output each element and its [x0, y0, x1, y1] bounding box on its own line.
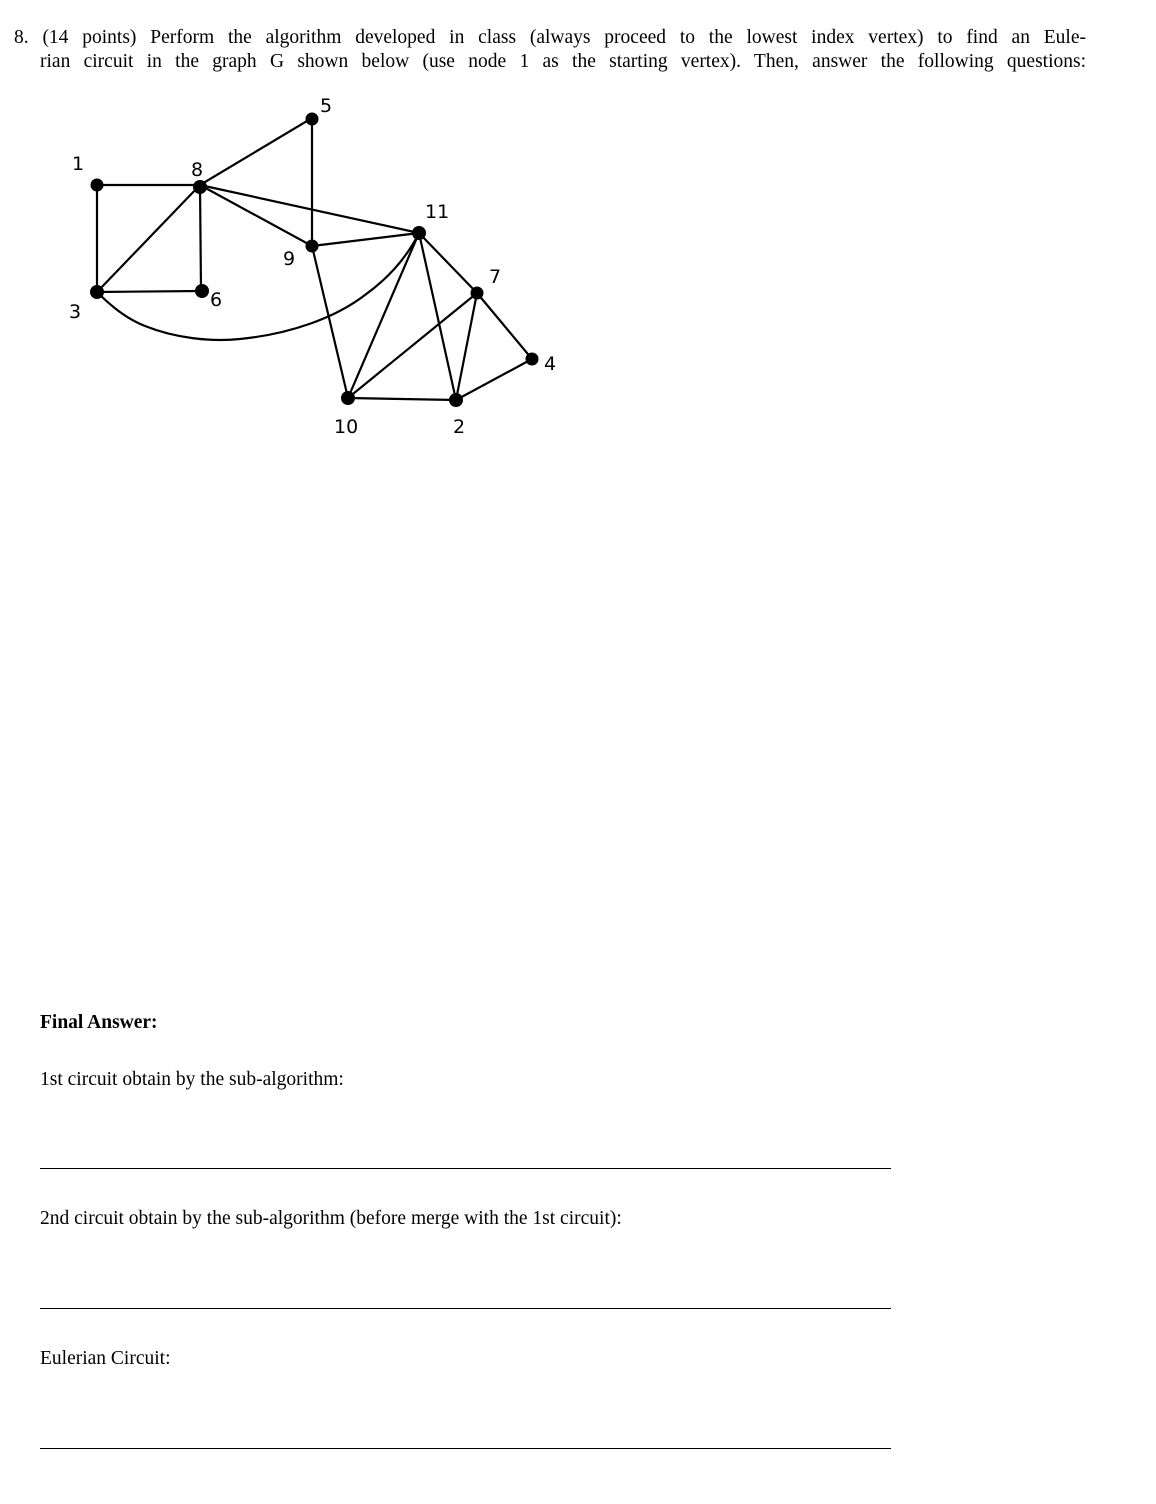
vertex-1 — [91, 179, 104, 192]
vertex-label-6: 6 — [210, 289, 223, 311]
edge-11-2 — [419, 233, 456, 400]
question-eulerian-circuit: Eulerian Circuit: — [40, 1348, 171, 1369]
vertex-label-3: 3 — [69, 301, 82, 323]
edge-8-9 — [200, 185, 312, 246]
vertex-label-9: 9 — [283, 248, 296, 270]
vertex-5 — [306, 113, 319, 126]
edge-6-8 — [200, 185, 201, 291]
edge-3-8 — [97, 185, 200, 292]
vertex-4 — [526, 353, 539, 366]
vertex-9 — [306, 240, 319, 253]
edge-7-4 — [477, 293, 532, 359]
problem-line-2: rian circuit in the graph G shown below (use node 1 as the starting vertex). Then, answer the following questions: — [40, 51, 1086, 72]
edge-11-7 — [419, 233, 477, 293]
edge-10-2 — [348, 398, 456, 400]
answer-line-first-circuit[interactable] — [40, 1168, 891, 1169]
vertex-label-8: 8 — [191, 159, 204, 181]
edge-3-6 — [97, 291, 201, 292]
answer-line-second-circuit[interactable] — [40, 1308, 891, 1309]
vertex-label-2: 2 — [453, 416, 466, 438]
problem-line-1: 8. (14 points) Perform the algorithm developed in class (always proceed to the lowest index vertex) to find an Eule- — [14, 27, 1086, 48]
vertex-2 — [449, 393, 463, 407]
answer-line-eulerian-circuit[interactable] — [40, 1448, 891, 1449]
vertex-label-4: 4 — [544, 353, 557, 375]
edge-7-2 — [456, 293, 477, 400]
vertex-3 — [90, 285, 104, 299]
vertex-7 — [471, 287, 484, 300]
vertex-label-10: 10 — [334, 416, 359, 438]
vertex-label-7: 7 — [489, 266, 502, 288]
final-answer-heading: Final Answer: — [40, 1012, 158, 1033]
vertex-label-5: 5 — [320, 95, 333, 117]
question-second-circuit: 2nd circuit obtain by the sub-algorithm (before merge with the 1st circuit): — [40, 1208, 622, 1229]
edge-8-5 — [200, 118, 312, 185]
graph-g — [0, 0, 1156, 500]
vertex-8 — [193, 180, 207, 194]
edge-9-11 — [312, 233, 419, 246]
edge-8-11 — [200, 185, 419, 233]
vertex-6 — [195, 284, 209, 298]
edge-10-7 — [348, 293, 477, 398]
edge-3-11 — [97, 233, 419, 340]
question-first-circuit: 1st circuit obtain by the sub-algorithm: — [40, 1069, 344, 1090]
vertex-10 — [341, 391, 355, 405]
edge-11-10 — [348, 233, 419, 398]
vertex-label-1: 1 — [72, 153, 85, 175]
vertex-label-11: 11 — [425, 201, 450, 223]
vertex-11 — [412, 226, 426, 240]
edge-4-2 — [456, 359, 532, 400]
